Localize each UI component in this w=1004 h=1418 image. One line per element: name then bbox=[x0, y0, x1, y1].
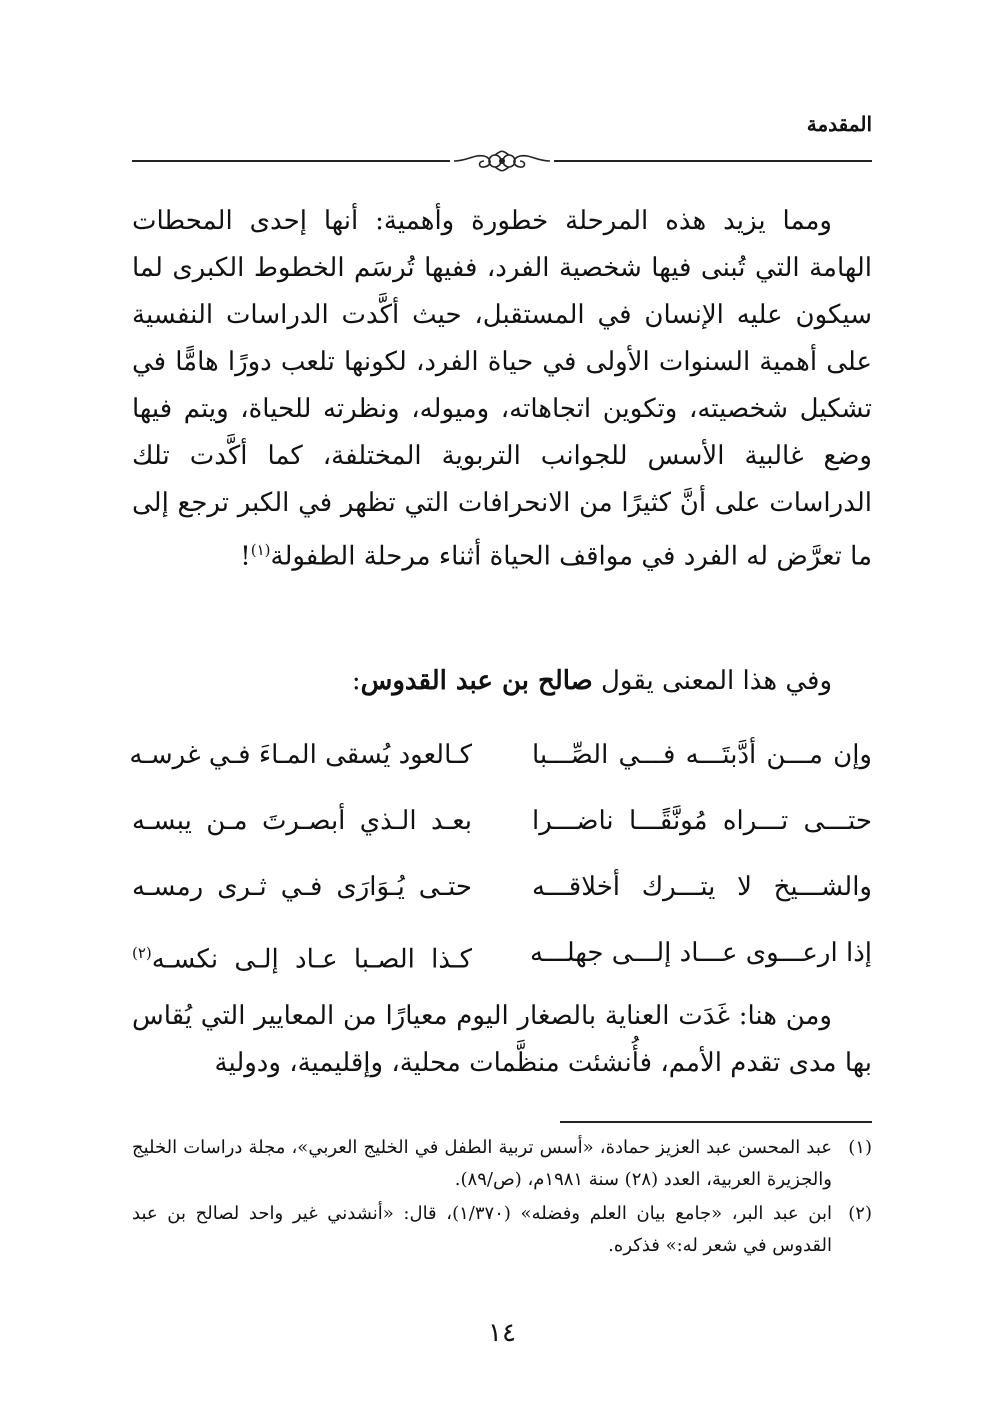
verse-first-hemistich: والشـــيخ لا يتـــرك أخلاقـــه bbox=[532, 872, 872, 902]
footnote-text: ابن عبد البر، «جامع بيان العلم وفضله» (١/٣٧٠)، قال: «أنشدني غير واحد لصالح بن عبد القدوس في شعر له:» فذكره. bbox=[132, 1203, 832, 1256]
poet-intro-suffix: : bbox=[351, 666, 361, 696]
poet-name: صالح بن عبد القدوس bbox=[360, 666, 593, 696]
verse-second-hemistich bbox=[132, 920, 472, 986]
paragraph-importance bbox=[132, 198, 872, 581]
poem-verse bbox=[132, 788, 872, 854]
page-number: ١٤ bbox=[488, 1318, 516, 1348]
paragraph-poet-intro bbox=[132, 658, 872, 705]
footnote-number: (٢) bbox=[848, 1203, 872, 1224]
verse-first-hemistich: حتـــى تـــراه مُونَّقًـــا ناضـــرا bbox=[532, 806, 872, 836]
verse-second-hemistich-text: كـذا الصـبا عـاد إلـى نكسـه bbox=[151, 944, 472, 975]
footnotes bbox=[132, 1132, 872, 1264]
ornament-icon bbox=[450, 148, 554, 174]
poem-verse bbox=[132, 854, 872, 920]
footnote-number: (١) bbox=[848, 1137, 872, 1158]
paragraph-1-text: ومما يزيد هذه المرحلة خطورة وأهمية: أنها إحدى المحطات الهامة التي تُبنى فيها شخصية الفرد، ففيها تُرسَم الخطوط الكبرى لما سيكون عليه الإنسان في المستقبل، حيث أكَّدت الدراسات النفسية على أهمية السنوات الأولى في حياة الفرد، لكونها تلعب دورًا هامًّا في تشكيل شخصيته، وتكوين اتجاهاته، وميوله، ونظرته للحياة، ويتم فيها وضع غالبية الأسس للجوانب التربوية المختلفة، كما أكَّدت تلك الدراسات على أنَّ كثيرًا من الانحرافات التي تظهر في الكبر ترجع إلى ما تعرَّض له الفرد في مواقف الحياة أثناء مرحلة الطفولة bbox=[132, 206, 872, 572]
verse-second-hemistich: كـالعود يُسقى المـاءَ فـي غرسـه bbox=[129, 740, 472, 770]
poet-intro-prefix: وفي هذا المعنى يقول bbox=[592, 666, 832, 696]
footnote-item bbox=[132, 1132, 872, 1196]
poem-verse bbox=[129, 722, 872, 788]
verse-first-hemistich: وإن مـــن أدَّبتَـــه فـــي الصِّـــبا bbox=[532, 740, 872, 770]
poem-verse bbox=[132, 920, 872, 986]
paragraph-organizations bbox=[132, 993, 872, 1087]
paragraph-1-ending: ! bbox=[240, 541, 251, 572]
verse-second-hemistich: حتـى يُـوَارَى فـي ثـرى رمسـه bbox=[132, 872, 472, 902]
running-header-title: المقدمة bbox=[806, 112, 872, 136]
verse-first-hemistich: إذا ارعـــوى عـــاد إلـــى جهلـــه bbox=[530, 938, 872, 968]
verse-second-hemistich: بعـد الـذي أبصـرتَ مـن يبسـه bbox=[132, 806, 472, 836]
footnote-divider bbox=[560, 1121, 872, 1123]
footnote-item bbox=[132, 1198, 872, 1262]
footnote-ref-2: (٢) bbox=[132, 944, 152, 962]
paragraph-3-text: ومن هنا: غَدَت العناية بالصغار اليوم معيارًا من المعايير التي يُقاس بها مدى تقدم الأمم، فأُنشئت منظَّمات محلية، وإقليمية، ودولية bbox=[132, 1001, 872, 1078]
footnote-ref-1: (١) bbox=[250, 541, 271, 559]
footnote-text: عبد المحسن عبد العزيز حمادة، «أسس تربية الطفل في الخليج العربي»، مجلة دراسات الخليج والجزيرة العربية، العدد (٢٨) سنة ١٩٨١م، (ص/٨٩). bbox=[132, 1137, 832, 1190]
poem bbox=[129, 722, 872, 986]
